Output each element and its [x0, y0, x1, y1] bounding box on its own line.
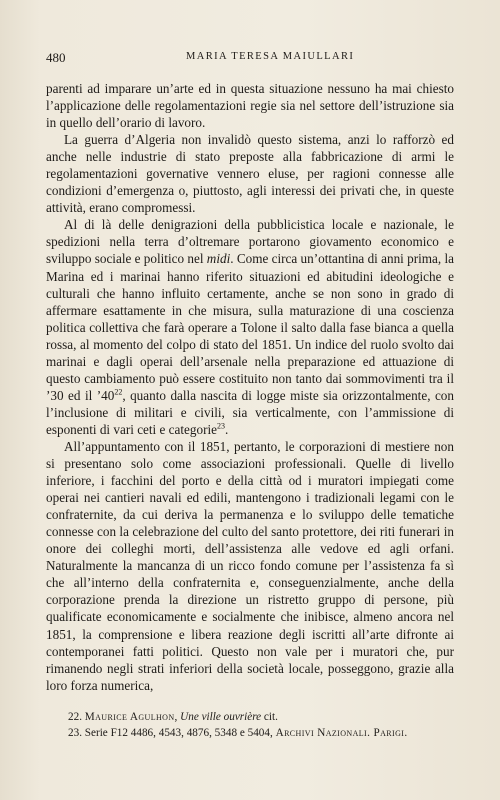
paragraph-text: Al di là delle denigrazioni della pubblicistica locale e nazionale, le spedizioni nella terra d’oltremare portarono giovamento economico e sviluppo sociale e politico nel	[46, 217, 454, 267]
footnote-number: 22.	[68, 711, 82, 723]
paragraph-text: .	[225, 421, 229, 437]
paragraph-text: , quanto dalla nascita di logge miste sia orizzontalmente, con l’inclusione di militari e civili, sia verticalmente, con l’ammissione di esponenti di vari ceti e categorie	[46, 387, 454, 437]
footnote-ref[interactable]: 23	[217, 421, 225, 431]
body-text	[46, 80, 454, 694]
page-number: 480	[46, 50, 66, 65]
footnote-number: 23.	[68, 726, 82, 739]
italic-term: midi	[206, 251, 231, 267]
footnotes	[46, 710, 454, 741]
footnote-archive: Archivi Nazionali. Parigi	[275, 726, 405, 739]
paragraph: parenti ad imparare un’arte ed in questa situazione nessuno ha mai chiesto l’applicazione delle regolamentazioni regie sia nel settore dell’istruzione sia in quello dell’orario di lavoro.	[46, 81, 454, 131]
running-head: MARIA TERESA MAIULLARI	[186, 51, 355, 62]
paragraph: All’appuntamento con il 1851, pertanto, le corporazioni di mestiere non si presentano solo come associazioni professionali. Quelle di livello inferiore, i facchini del porto e della città od i muratori impiegati come operai nei cantieri navali ed edili, mantengono i tradizionali legami con le confraternite, da cui deriva la permanenza e lo sviluppo delle tematiche connesse con la celebrazione del culto del santo protettore, dei riti funerari in onore dei colleghi morti, dell’assistenza alle vedove ed agli orfani. Naturalmente la mancanza di un ricco fondo comune per l’assistenza fa sì che all’interno della confraternita e, conseguenzialmente, anche della corporazione prenda la direzione un ristretto gruppo di persone, più qualificate economicamente e socialmente che inibisce, almeno ancora nel 1851, la comprensione e libera reazione degli iscritti all’arte difronte ai contemporanei fatti politici. Questo non vale per i muratori che, pur rimanendo negli strati inferiori della società locale, posseggono, grazie alla loro forza numerica,	[46, 438, 454, 693]
footnote-ref[interactable]: 22	[114, 387, 123, 397]
page-header	[46, 50, 454, 66]
paragraph-text: . Come circa un’ottantina di anni prima, la Marina ed i marinai hanno riferito situazioni ed abitudini ideologiche e culturali che hanno influito certamente, anche se non sono in grado di affermare esattamente in che misura, sulla maturazione di una coscienza politica collettiva che farà operare a Tolone il salto dalla fase bianca a quella rossa, al momento del colpo di stato del 1851. Un indice del ruolo svolto dai marinai e dagli operai dell’arsenale nella preparazione ed attuazione di questo cambiamento può essere costituito non tanto dai sommovimenti tra il ’30 ed il ’40	[46, 251, 455, 403]
paragraph	[46, 216, 454, 438]
footnote-text: cit.	[261, 711, 278, 723]
footnote-text: Serie F12 4486, 4543, 4876, 5348 e 5404,	[84, 726, 276, 739]
footnote	[46, 710, 454, 726]
footnote	[46, 726, 454, 742]
footnote-text: .	[404, 726, 408, 739]
paragraph: La guerra d’Algeria non invalidò questo sistema, anzi lo rafforzò ed anche nelle industrie di stato preposte alla fabbricazione di armi le regolamentazioni governative vennero eluse, per ragioni connesse alle condizioni d’emergenza o, piuttosto, agli interessi dei privati che, in queste attività, erano compromessi.	[46, 132, 454, 216]
footnote-author: Maurice Agulhon	[84, 711, 175, 723]
footnote-separator: ,	[174, 711, 181, 723]
footnote-title: Une ville ouvrière	[180, 711, 262, 723]
